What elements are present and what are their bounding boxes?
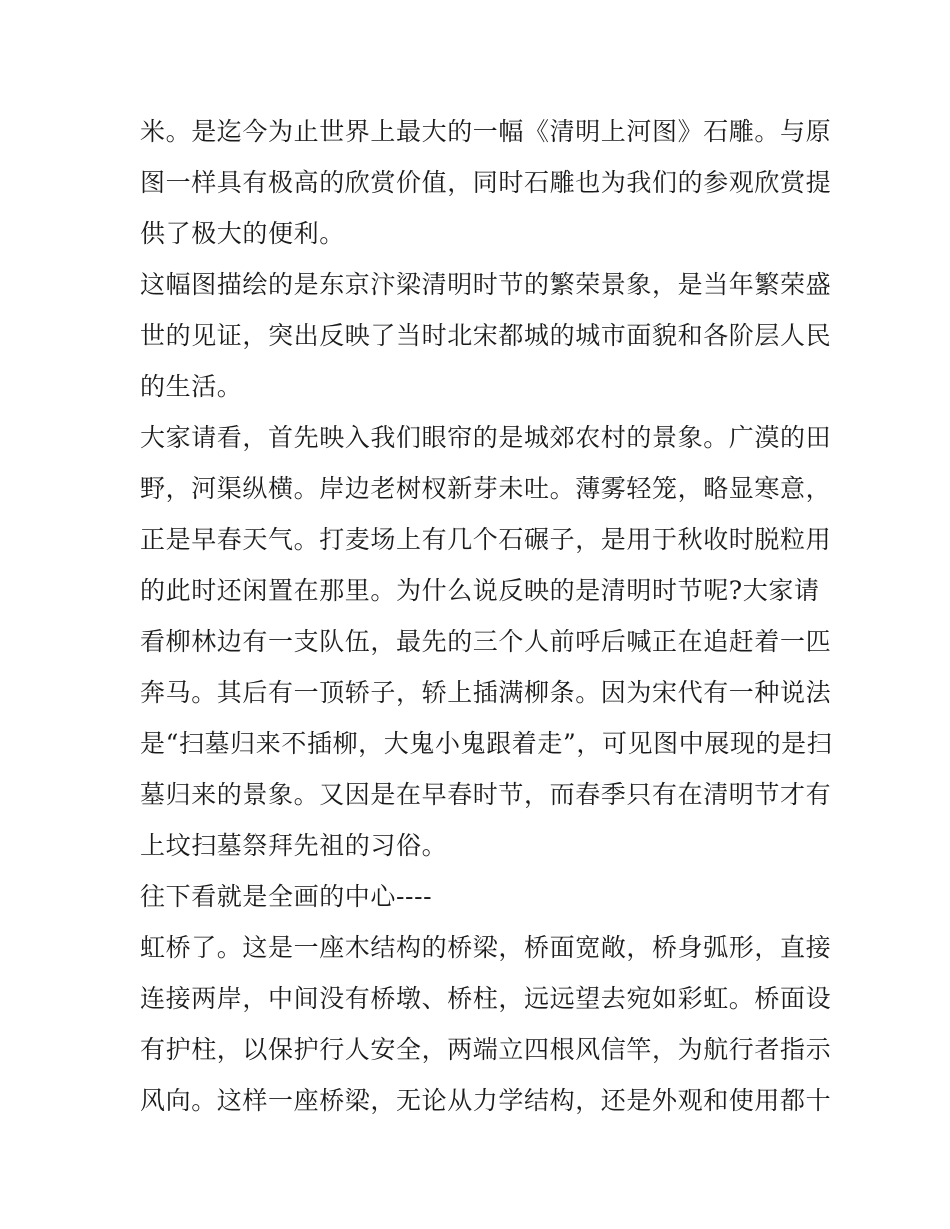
text-line: 看柳林边有一支队伍，最先的三个人前呼后喊正在追赶着一匹 <box>140 627 832 656</box>
text-line: 往下看就是全画的中心---- <box>140 882 433 911</box>
text-line: 虹桥了。这是一座木结构的桥梁，桥面宽敞，桥身弧形，直接 <box>140 933 832 962</box>
text-line: 供了极大的便利。 <box>140 219 345 248</box>
document-body <box>140 106 833 1126</box>
text-line: 是“扫墓归来不插柳，大鬼小鬼跟着走”，可见图中展现的是扫 <box>140 729 833 758</box>
text-line: 连接两岸，中间没有桥墩、桥柱，远远望去宛如彩虹。桥面设 <box>140 984 832 1013</box>
text-line: 上坟扫墓祭拜先祖的习俗。 <box>140 831 448 860</box>
text-line: 奔马。其后有一顶轿子，轿上插满柳条。因为宋代有一种说法 <box>140 678 832 707</box>
text-line: 米。是迄今为止世界上最大的一幅《清明上河图》石雕。与原 <box>140 117 832 146</box>
text-line: 有护柱，以保护行人安全，两端立四根风信竿，为航行者指示 <box>140 1035 832 1064</box>
text-line: 大家请看，首先映入我们眼帘的是城郊农村的景象。广漠的田 <box>140 423 832 452</box>
text-line: 风向。这样一座桥梁，无论从力学结构，还是外观和使用都十 <box>140 1086 832 1115</box>
text-line: 的此时还闲置在那里。为什么说反映的是清明时节呢?大家请 <box>140 576 820 605</box>
text-line: 正是早春天气。打麦场上有几个石碾子，是用于秋收时脱粒用 <box>140 525 832 554</box>
text-line: 这幅图描绘的是东京汴梁清明时节的繁荣景象，是当年繁荣盛 <box>140 270 832 299</box>
text-line: 墓归来的景象。又因是在早春时节，而春季只有在清明节才有 <box>140 780 832 809</box>
text-line: 的生活。 <box>140 372 243 401</box>
text-line: 图一样具有极高的欣赏价值，同时石雕也为我们的参观欣赏提 <box>140 168 832 197</box>
text-line: 野，河渠纵横。岸边老树杈新芽未吐。薄雾轻笼，略显寒意， <box>140 474 832 503</box>
text-line: 世的见证，突出反映了当时北宋都城的城市面貌和各阶层人民 <box>140 321 832 350</box>
